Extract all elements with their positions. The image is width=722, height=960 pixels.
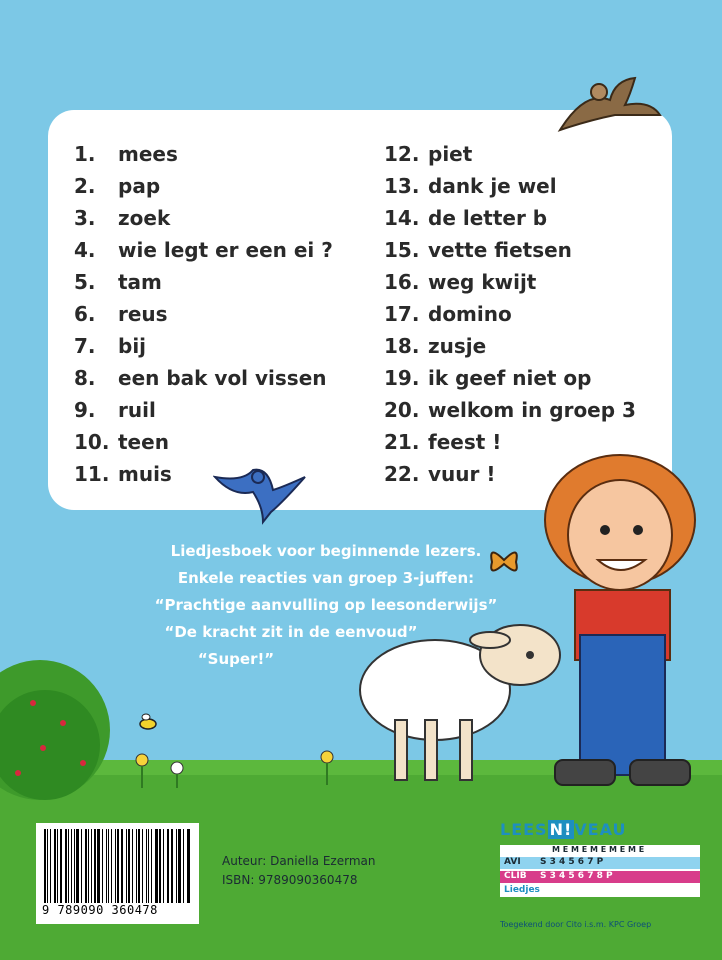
song-number: 5.	[74, 270, 96, 294]
barcode-bar	[187, 829, 188, 903]
book-meta	[222, 852, 375, 890]
song-number: 4.	[74, 238, 96, 262]
barcode-bar	[171, 829, 173, 903]
barcode-bar	[68, 829, 69, 903]
avi-values: S 3 4 5 6 7 P	[540, 857, 604, 867]
barcode-bar	[94, 829, 96, 903]
barcode-bar	[138, 829, 140, 903]
list-item	[74, 362, 333, 394]
level-header: M E M E M E M E M E	[552, 845, 645, 854]
list-item	[74, 426, 333, 458]
leesniveau-badge	[500, 820, 710, 897]
barcode-bar	[76, 829, 79, 903]
bee-illustration	[136, 712, 160, 732]
song-number: 19.	[384, 366, 420, 390]
barcode-bar	[188, 829, 190, 903]
barcode-bar	[54, 829, 57, 903]
barcode-bar	[132, 829, 133, 903]
leesniveau-footnote: Toegekend door Cito i.s.m. KPC Groep	[500, 920, 652, 929]
author-text: Auteur: Daniella Ezerman	[222, 854, 376, 868]
song-list-right	[384, 138, 636, 490]
list-item	[74, 298, 333, 330]
barcode-bar	[81, 829, 82, 903]
leesniveau-title-part: LEES	[500, 820, 548, 839]
barcode-bar	[148, 829, 150, 903]
flower-illustration	[315, 745, 339, 785]
list-item	[74, 202, 333, 234]
blurb-line: Liedjesboek voor beginnende lezers.	[170, 542, 482, 560]
leesniveau-title	[500, 820, 710, 839]
song-number: 21.	[384, 430, 420, 454]
barcode-bar	[44, 829, 46, 903]
song-title: piet	[428, 142, 473, 166]
list-item	[74, 330, 333, 362]
barcode-bar	[159, 829, 161, 903]
song-title: tam	[118, 270, 162, 294]
barcode-bar	[183, 829, 184, 903]
barcode-bar	[155, 829, 158, 903]
barcode-bar	[151, 829, 152, 903]
barcode-bar	[97, 829, 100, 903]
berry	[60, 720, 66, 726]
list-item	[74, 170, 333, 202]
flower-illustration	[132, 748, 188, 788]
song-number: 1.	[74, 142, 96, 166]
list-item	[384, 362, 636, 394]
sparrow-illustration	[555, 70, 665, 140]
berry	[80, 760, 86, 766]
level-caption: Liedjes	[504, 885, 540, 895]
boy-illustration	[520, 450, 720, 795]
song-title: mees	[118, 142, 178, 166]
barcode-bar	[111, 829, 112, 903]
list-item	[74, 266, 333, 298]
barcode-bar	[57, 829, 58, 903]
song-number: 17.	[384, 302, 420, 326]
list-item	[384, 298, 636, 330]
leesniveau-title-part: VEAU	[574, 820, 627, 839]
list-item	[384, 170, 636, 202]
list-item	[384, 394, 636, 426]
song-number: 18.	[384, 334, 420, 358]
song-title: welkom in groep 3	[428, 398, 636, 422]
song-number: 16.	[384, 270, 420, 294]
blurb-line: Enkele reacties van groep 3-juffen:	[177, 569, 475, 587]
song-number: 20.	[384, 398, 420, 422]
song-title: wie legt er een ei ?	[118, 238, 333, 262]
barcode-bar	[60, 829, 62, 903]
barcode-bar	[163, 829, 164, 903]
list-item	[384, 138, 636, 170]
barcode-bar	[102, 829, 103, 903]
list-item	[384, 234, 636, 266]
barcode-bars	[44, 829, 192, 903]
blurb-line: “De kracht zit in de eenvoud”	[164, 623, 418, 641]
barcode-bar	[106, 829, 107, 903]
list-item	[74, 234, 333, 266]
song-title: zoek	[118, 206, 171, 230]
isbn-text: ISBN: 9789090360478	[222, 873, 358, 887]
berry	[15, 770, 21, 776]
avi-label: AVI	[504, 857, 521, 867]
song-title: zusje	[428, 334, 487, 358]
song-title: vuur !	[428, 462, 496, 486]
barcode-bar	[115, 829, 116, 903]
song-title: ik geef niet op	[428, 366, 592, 390]
list-item	[384, 266, 636, 298]
song-title: reus	[118, 302, 168, 326]
barcode-bar	[47, 829, 48, 903]
barcode-bar	[117, 829, 119, 903]
song-title: weg kwijt	[428, 270, 537, 294]
barcode-bar	[50, 829, 51, 903]
song-number: 7.	[74, 334, 96, 358]
song-number: 6.	[74, 302, 96, 326]
berry	[40, 745, 46, 751]
song-title: de letter b	[428, 206, 548, 230]
song-number: 14.	[384, 206, 420, 230]
blurb-line: “Super!”	[197, 650, 275, 668]
barcode-bar	[146, 829, 147, 903]
barcode-bar	[126, 829, 127, 903]
barcode-bar	[85, 829, 87, 903]
barcode-bar	[71, 829, 72, 903]
song-title: feest !	[428, 430, 502, 454]
song-title: teen	[118, 430, 169, 454]
list-item	[74, 138, 333, 170]
clib-values: S 3 4 5 6 7 8 P	[540, 871, 613, 881]
song-list-left	[74, 138, 333, 490]
song-number: 22.	[384, 462, 420, 486]
barcode-bar	[91, 829, 92, 903]
song-title: pap	[118, 174, 161, 198]
barcode-bar	[136, 829, 137, 903]
barcode-bar	[128, 829, 131, 903]
song-number: 3.	[74, 206, 96, 230]
barcode-bar	[176, 829, 177, 903]
song-number: 9.	[74, 398, 96, 422]
song-number: 15.	[384, 238, 420, 262]
barcode-bar	[88, 829, 89, 903]
berry	[30, 700, 36, 706]
leesniveau-title-part: N!	[549, 820, 573, 839]
list-item	[384, 202, 636, 234]
barcode-number: 9 789090 360478	[42, 903, 158, 917]
song-title: muis	[118, 462, 172, 486]
song-number: 12.	[384, 142, 420, 166]
barcode-bar	[108, 829, 110, 903]
song-title: vette fietsen	[428, 238, 572, 262]
barcode-bar	[167, 829, 168, 903]
barcode-bar	[142, 829, 143, 903]
song-number: 11.	[74, 462, 110, 486]
barcode-bar	[168, 829, 169, 903]
song-title: bij	[118, 334, 147, 358]
barcode-bar	[74, 829, 75, 903]
song-title: ruil	[118, 398, 156, 422]
blurb-line: “Prachtige aanvulling op leesonderwijs”	[154, 596, 498, 614]
song-title: dank je wel	[428, 174, 557, 198]
clib-label: CLIB	[504, 871, 527, 881]
barcode	[36, 823, 199, 924]
barcode-bar	[178, 829, 181, 903]
list-item	[384, 330, 636, 362]
level-grid	[500, 845, 700, 897]
barcode-bar	[65, 829, 67, 903]
bluebird-illustration	[213, 462, 308, 527]
song-number: 13.	[384, 174, 420, 198]
barcode-bar	[121, 829, 123, 903]
song-number: 8.	[74, 366, 96, 390]
song-title: een bak vol vissen	[118, 366, 327, 390]
song-title: domino	[428, 302, 512, 326]
song-number: 10.	[74, 430, 110, 454]
song-number: 2.	[74, 174, 96, 198]
list-item	[74, 394, 333, 426]
